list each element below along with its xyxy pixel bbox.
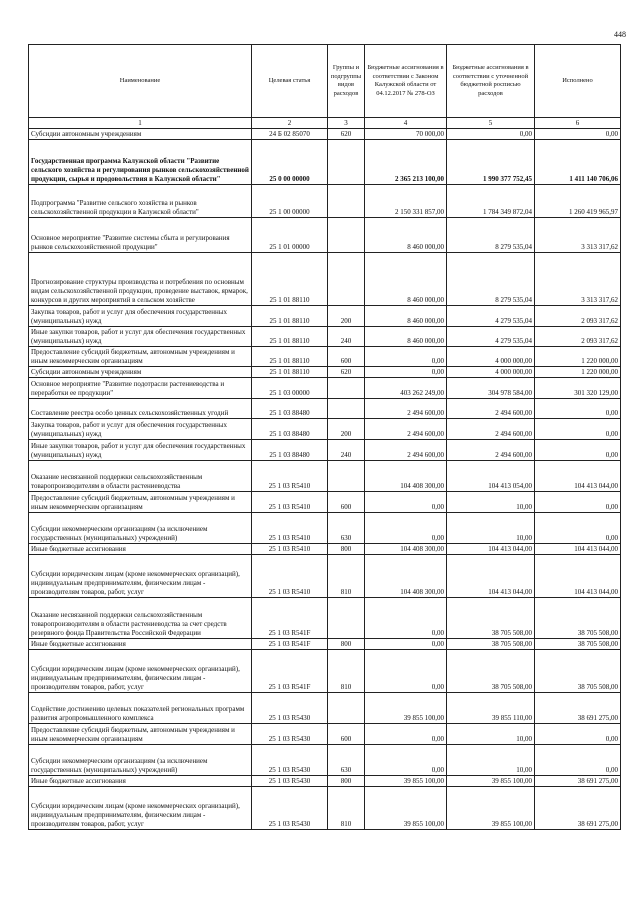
- row-expense-group: 200: [328, 419, 365, 440]
- row-law-amount: 8 460 000,00: [365, 253, 447, 306]
- row-law-amount: 403 262 249,00: [365, 378, 447, 399]
- row-target-article: 25 1 03 R541F: [252, 598, 328, 639]
- row-executed-amount: 38 691 275,00: [535, 787, 621, 830]
- row-refined-amount: 8 279 535,04: [447, 218, 535, 253]
- row-executed-amount: 0,00: [535, 419, 621, 440]
- row-executed-amount: 0,00: [535, 399, 621, 419]
- row-law-amount: 0,00: [365, 347, 447, 367]
- row-expense-group: 200: [328, 306, 365, 327]
- row-name: Иные бюджетные ассигнования: [29, 639, 252, 650]
- header-refined-allocations: Бюджетные ассигнования в соответствии с уточненной бюджетной росписью расходов: [447, 45, 535, 118]
- row-expense-group: 800: [328, 544, 365, 555]
- table-row: [29, 185, 621, 218]
- row-name: Предоставление субсидий бюджетным, автономным учреждениям и иным некоммерческим организациям: [29, 724, 252, 745]
- row-name: Подпрограмма "Развитие сельского хозяйства и рынков сельскохозяйственной продукции в Калужской области": [29, 185, 252, 218]
- row-law-amount: 39 855 100,00: [365, 776, 447, 787]
- row-name: Основное мероприятие "Развитие подотрасли растениеводства и переработки ее продукции": [29, 378, 252, 399]
- header-row: [29, 45, 621, 118]
- table-row: [29, 461, 621, 492]
- column-number: 2: [252, 118, 328, 129]
- row-expense-group: 600: [328, 347, 365, 367]
- row-target-article: 25 1 01 88110: [252, 253, 328, 306]
- table-row: [29, 347, 621, 367]
- row-refined-amount: 10,00: [447, 745, 535, 776]
- table-row: [29, 555, 621, 598]
- row-refined-amount: 104 413 044,00: [447, 544, 535, 555]
- column-number: 4: [365, 118, 447, 129]
- row-expense-group: [328, 461, 365, 492]
- row-refined-amount: 4 000 000,00: [447, 367, 535, 378]
- row-law-amount: 0,00: [365, 492, 447, 513]
- row-expense-group: 600: [328, 492, 365, 513]
- table-row: [29, 327, 621, 347]
- row-target-article: 25 1 03 R541F: [252, 639, 328, 650]
- row-name: Субсидии юридическим лицам (кроме некоммерческих организаций), индивидуальным предпринимателям, физическим лицам - производителям товаров, работ, услуг: [29, 555, 252, 598]
- row-refined-amount: 4 279 535,04: [447, 327, 535, 347]
- row-refined-amount: 39 855 100,00: [447, 787, 535, 830]
- row-executed-amount: 3 313 317,62: [535, 253, 621, 306]
- row-refined-amount: 8 279 535,04: [447, 253, 535, 306]
- row-law-amount: 0,00: [365, 639, 447, 650]
- row-target-article: 25 1 01 88110: [252, 367, 328, 378]
- row-expense-group: [328, 693, 365, 724]
- row-target-article: 25 1 03 R5410: [252, 492, 328, 513]
- row-refined-amount: 104 413 044,00: [447, 555, 535, 598]
- table-row: [29, 745, 621, 776]
- row-refined-amount: 2 494 600,00: [447, 399, 535, 419]
- row-refined-amount: 38 705 508,00: [447, 650, 535, 693]
- row-name: Составление реестра особо ценных сельскохозяйственных угодий: [29, 399, 252, 419]
- row-refined-amount: 0,00: [447, 129, 535, 140]
- row-refined-amount: 10,00: [447, 724, 535, 745]
- table-row: [29, 598, 621, 639]
- table-row: [29, 378, 621, 399]
- row-expense-group: [328, 253, 365, 306]
- row-target-article: 25 1 03 R5430: [252, 787, 328, 830]
- row-expense-group: 240: [328, 440, 365, 461]
- row-expense-group: [328, 399, 365, 419]
- row-law-amount: 2 150 331 857,00: [365, 185, 447, 218]
- row-name: Закупка товаров, работ и услуг для обеспечения государственных (муниципальных) нужд: [29, 306, 252, 327]
- table-row: [29, 724, 621, 745]
- row-target-article: 25 1 03 R5430: [252, 693, 328, 724]
- table-row: [29, 650, 621, 693]
- row-law-amount: 0,00: [365, 724, 447, 745]
- row-law-amount: 2 494 600,00: [365, 399, 447, 419]
- row-name: Иные бюджетные ассигнования: [29, 544, 252, 555]
- row-expense-group: 810: [328, 787, 365, 830]
- row-expense-group: 630: [328, 745, 365, 776]
- row-refined-amount: 10,00: [447, 513, 535, 544]
- row-name: Предоставление субсидий бюджетным, автономным учреждениям и иным некоммерческим организациям: [29, 347, 252, 367]
- header-law-allocations: Бюджетные ассигнования в соответствии с Законом Калужской области от 04.12.2017 № 278-ОЗ: [365, 45, 447, 118]
- row-executed-amount: 2 093 317,62: [535, 327, 621, 347]
- row-law-amount: 0,00: [365, 650, 447, 693]
- row-name: Иные закупки товаров, работ и услуг для обеспечения государственных (муниципальных) нужд: [29, 440, 252, 461]
- row-law-amount: 0,00: [365, 513, 447, 544]
- table-row: [29, 253, 621, 306]
- table-row: [29, 399, 621, 419]
- row-target-article: 25 1 03 88480: [252, 440, 328, 461]
- column-number: 6: [535, 118, 621, 129]
- row-executed-amount: 0,00: [535, 492, 621, 513]
- table-row: [29, 544, 621, 555]
- row-name: Субсидии автономным учреждениям: [29, 367, 252, 378]
- row-target-article: 25 1 03 R5410: [252, 461, 328, 492]
- row-law-amount: 39 855 100,00: [365, 693, 447, 724]
- row-target-article: 25 1 01 88110: [252, 327, 328, 347]
- row-name: Иные бюджетные ассигнования: [29, 776, 252, 787]
- budget-table: [28, 44, 621, 830]
- table-row: [29, 787, 621, 830]
- row-name: Основное мероприятие "Развитие системы сбыта и регулирования рынков сельскохозяйственной продукции": [29, 218, 252, 253]
- column-number: 5: [447, 118, 535, 129]
- row-law-amount: 0,00: [365, 745, 447, 776]
- row-law-amount: 0,00: [365, 367, 447, 378]
- row-refined-amount: 38 705 508,00: [447, 598, 535, 639]
- row-expense-group: 240: [328, 327, 365, 347]
- table-body: [29, 129, 621, 830]
- row-refined-amount: 1 784 349 872,04: [447, 185, 535, 218]
- row-name: Содействие достижению целевых показателей региональных программ развития агропромышленного комплекса: [29, 693, 252, 724]
- row-target-article: 25 1 00 00000: [252, 185, 328, 218]
- row-law-amount: 0,00: [365, 598, 447, 639]
- row-executed-amount: 0,00: [535, 513, 621, 544]
- row-executed-amount: 301 320 129,00: [535, 378, 621, 399]
- row-law-amount: 8 460 000,00: [365, 306, 447, 327]
- row-target-article: 25 1 03 00000: [252, 378, 328, 399]
- table-row: [29, 218, 621, 253]
- row-executed-amount: 104 413 044,00: [535, 555, 621, 598]
- row-name: Субсидии юридическим лицам (кроме некоммерческих организаций), индивидуальным предпринимателям, физическим лицам - производителям товаров, работ, услуг: [29, 787, 252, 830]
- row-target-article: 25 1 03 R5430: [252, 724, 328, 745]
- row-refined-amount: 2 494 600,00: [447, 440, 535, 461]
- row-refined-amount: 104 413 054,00: [447, 461, 535, 492]
- row-expense-group: [328, 218, 365, 253]
- row-executed-amount: 38 705 508,00: [535, 639, 621, 650]
- table-row: [29, 492, 621, 513]
- row-expense-group: 800: [328, 639, 365, 650]
- row-law-amount: 104 408 300,00: [365, 461, 447, 492]
- row-expense-group: 600: [328, 724, 365, 745]
- row-target-article: 25 1 01 88110: [252, 347, 328, 367]
- row-executed-amount: 38 705 508,00: [535, 650, 621, 693]
- table-row: [29, 367, 621, 378]
- table-row: [29, 513, 621, 544]
- row-target-article: 25 1 01 88110: [252, 306, 328, 327]
- row-refined-amount: 10,00: [447, 492, 535, 513]
- row-expense-group: [328, 378, 365, 399]
- table-row: [29, 129, 621, 140]
- row-refined-amount: 4 279 535,04: [447, 306, 535, 327]
- row-refined-amount: 39 855 100,00: [447, 776, 535, 787]
- row-expense-group: [328, 598, 365, 639]
- row-name: Субсидии юридическим лицам (кроме некоммерческих организаций), индивидуальным предпринимателям, физическим лицам - производителям товаров, работ, услуг: [29, 650, 252, 693]
- row-name: Субсидии некоммерческим организациям (за исключением государственных (муниципальных) учреждений): [29, 745, 252, 776]
- column-number: 3: [328, 118, 365, 129]
- row-target-article: 25 1 03 R5410: [252, 555, 328, 598]
- row-refined-amount: 4 000 000,00: [447, 347, 535, 367]
- row-expense-group: [328, 185, 365, 218]
- row-refined-amount: 39 855 110,00: [447, 693, 535, 724]
- row-expense-group: 810: [328, 650, 365, 693]
- table-row: [29, 693, 621, 724]
- row-name: Оказание несвязанной поддержки сельскохозяйственным товаропроизводителям в области растениеводства за счет средств резервного фонда Правительства Российской Федерации: [29, 598, 252, 639]
- table-row: [29, 776, 621, 787]
- row-expense-group: 620: [328, 367, 365, 378]
- row-target-article: 25 1 03 R541F: [252, 650, 328, 693]
- row-executed-amount: 104 413 044,00: [535, 461, 621, 492]
- row-expense-group: 800: [328, 776, 365, 787]
- row-executed-amount: 0,00: [535, 724, 621, 745]
- row-executed-amount: 1 220 000,00: [535, 347, 621, 367]
- row-executed-amount: 1 411 140 706,06: [535, 140, 621, 185]
- row-expense-group: 810: [328, 555, 365, 598]
- column-number-row: [29, 118, 621, 129]
- row-law-amount: 2 494 600,00: [365, 419, 447, 440]
- row-refined-amount: 38 705 508,00: [447, 639, 535, 650]
- row-executed-amount: 2 093 317,62: [535, 306, 621, 327]
- row-executed-amount: 104 413 044,00: [535, 544, 621, 555]
- row-name: Оказание несвязанной поддержки сельскохозяйственным товаропроизводителям в области растениеводства: [29, 461, 252, 492]
- row-expense-group: 630: [328, 513, 365, 544]
- row-refined-amount: 1 990 377 752,45: [447, 140, 535, 185]
- row-target-article: 25 1 03 88480: [252, 399, 328, 419]
- row-name: Предоставление субсидий бюджетным, автономным учреждениям и иным некоммерческим организациям: [29, 492, 252, 513]
- table-row: [29, 306, 621, 327]
- row-executed-amount: 1 220 000,00: [535, 367, 621, 378]
- row-name: Прогнозирование структуры производства и потребления по основным видам сельскохозяйственной продукции, проведение выставок, ярмарок, конкурсов и других мероприятий в сельском хозяйстве: [29, 253, 252, 306]
- row-expense-group: 620: [328, 129, 365, 140]
- row-law-amount: 2 494 600,00: [365, 440, 447, 461]
- row-target-article: 25 1 03 R5410: [252, 544, 328, 555]
- row-executed-amount: 1 260 419 965,97: [535, 185, 621, 218]
- page-number: 448: [614, 30, 626, 39]
- row-executed-amount: 3 313 317,62: [535, 218, 621, 253]
- table-row: [29, 639, 621, 650]
- row-target-article: 25 1 03 R5430: [252, 745, 328, 776]
- row-law-amount: 70 000,00: [365, 129, 447, 140]
- row-name: Иные закупки товаров, работ и услуг для обеспечения государственных (муниципальных) нужд: [29, 327, 252, 347]
- row-target-article: 25 1 03 88480: [252, 419, 328, 440]
- header-target-article: Целевая статья: [252, 45, 328, 118]
- row-executed-amount: 0,00: [535, 440, 621, 461]
- row-expense-group: [328, 140, 365, 185]
- row-executed-amount: 38 705 508,00: [535, 598, 621, 639]
- row-executed-amount: 0,00: [535, 745, 621, 776]
- row-executed-amount: 38 691 275,00: [535, 776, 621, 787]
- table-row: [29, 440, 621, 461]
- row-law-amount: 8 460 000,00: [365, 327, 447, 347]
- header-name: Наименование: [29, 45, 252, 118]
- row-executed-amount: 0,00: [535, 129, 621, 140]
- row-name: Субсидии некоммерческим организациям (за исключением государственных (муниципальных) учреждений): [29, 513, 252, 544]
- table-row: [29, 140, 621, 185]
- header-expense-group: Группы и подгруппы видов расходов: [328, 45, 365, 118]
- row-refined-amount: 2 494 600,00: [447, 419, 535, 440]
- table-row: [29, 419, 621, 440]
- row-law-amount: 39 855 100,00: [365, 787, 447, 830]
- row-law-amount: 2 365 213 100,00: [365, 140, 447, 185]
- row-target-article: 25 1 03 R5430: [252, 776, 328, 787]
- row-refined-amount: 304 978 584,00: [447, 378, 535, 399]
- header-executed: Исполнено: [535, 45, 621, 118]
- row-name: Закупка товаров, работ и услуг для обеспечения государственных (муниципальных) нужд: [29, 419, 252, 440]
- row-target-article: 25 1 01 00000: [252, 218, 328, 253]
- row-executed-amount: 38 691 275,00: [535, 693, 621, 724]
- row-target-article: 25 1 03 R5410: [252, 513, 328, 544]
- row-name: Государственная программа Калужской области "Развитие сельского хозяйства и регулирования рынков сельскохозяйственной продукции, сырья и продовольствия в Калужской области": [29, 140, 252, 185]
- row-law-amount: 8 460 000,00: [365, 218, 447, 253]
- row-law-amount: 104 408 300,00: [365, 544, 447, 555]
- row-name: Субсидии автономным учреждениям: [29, 129, 252, 140]
- column-number: 1: [29, 118, 252, 129]
- row-law-amount: 104 408 300,00: [365, 555, 447, 598]
- row-target-article: 25 0 00 00000: [252, 140, 328, 185]
- row-target-article: 24 Б 02 85070: [252, 129, 328, 140]
